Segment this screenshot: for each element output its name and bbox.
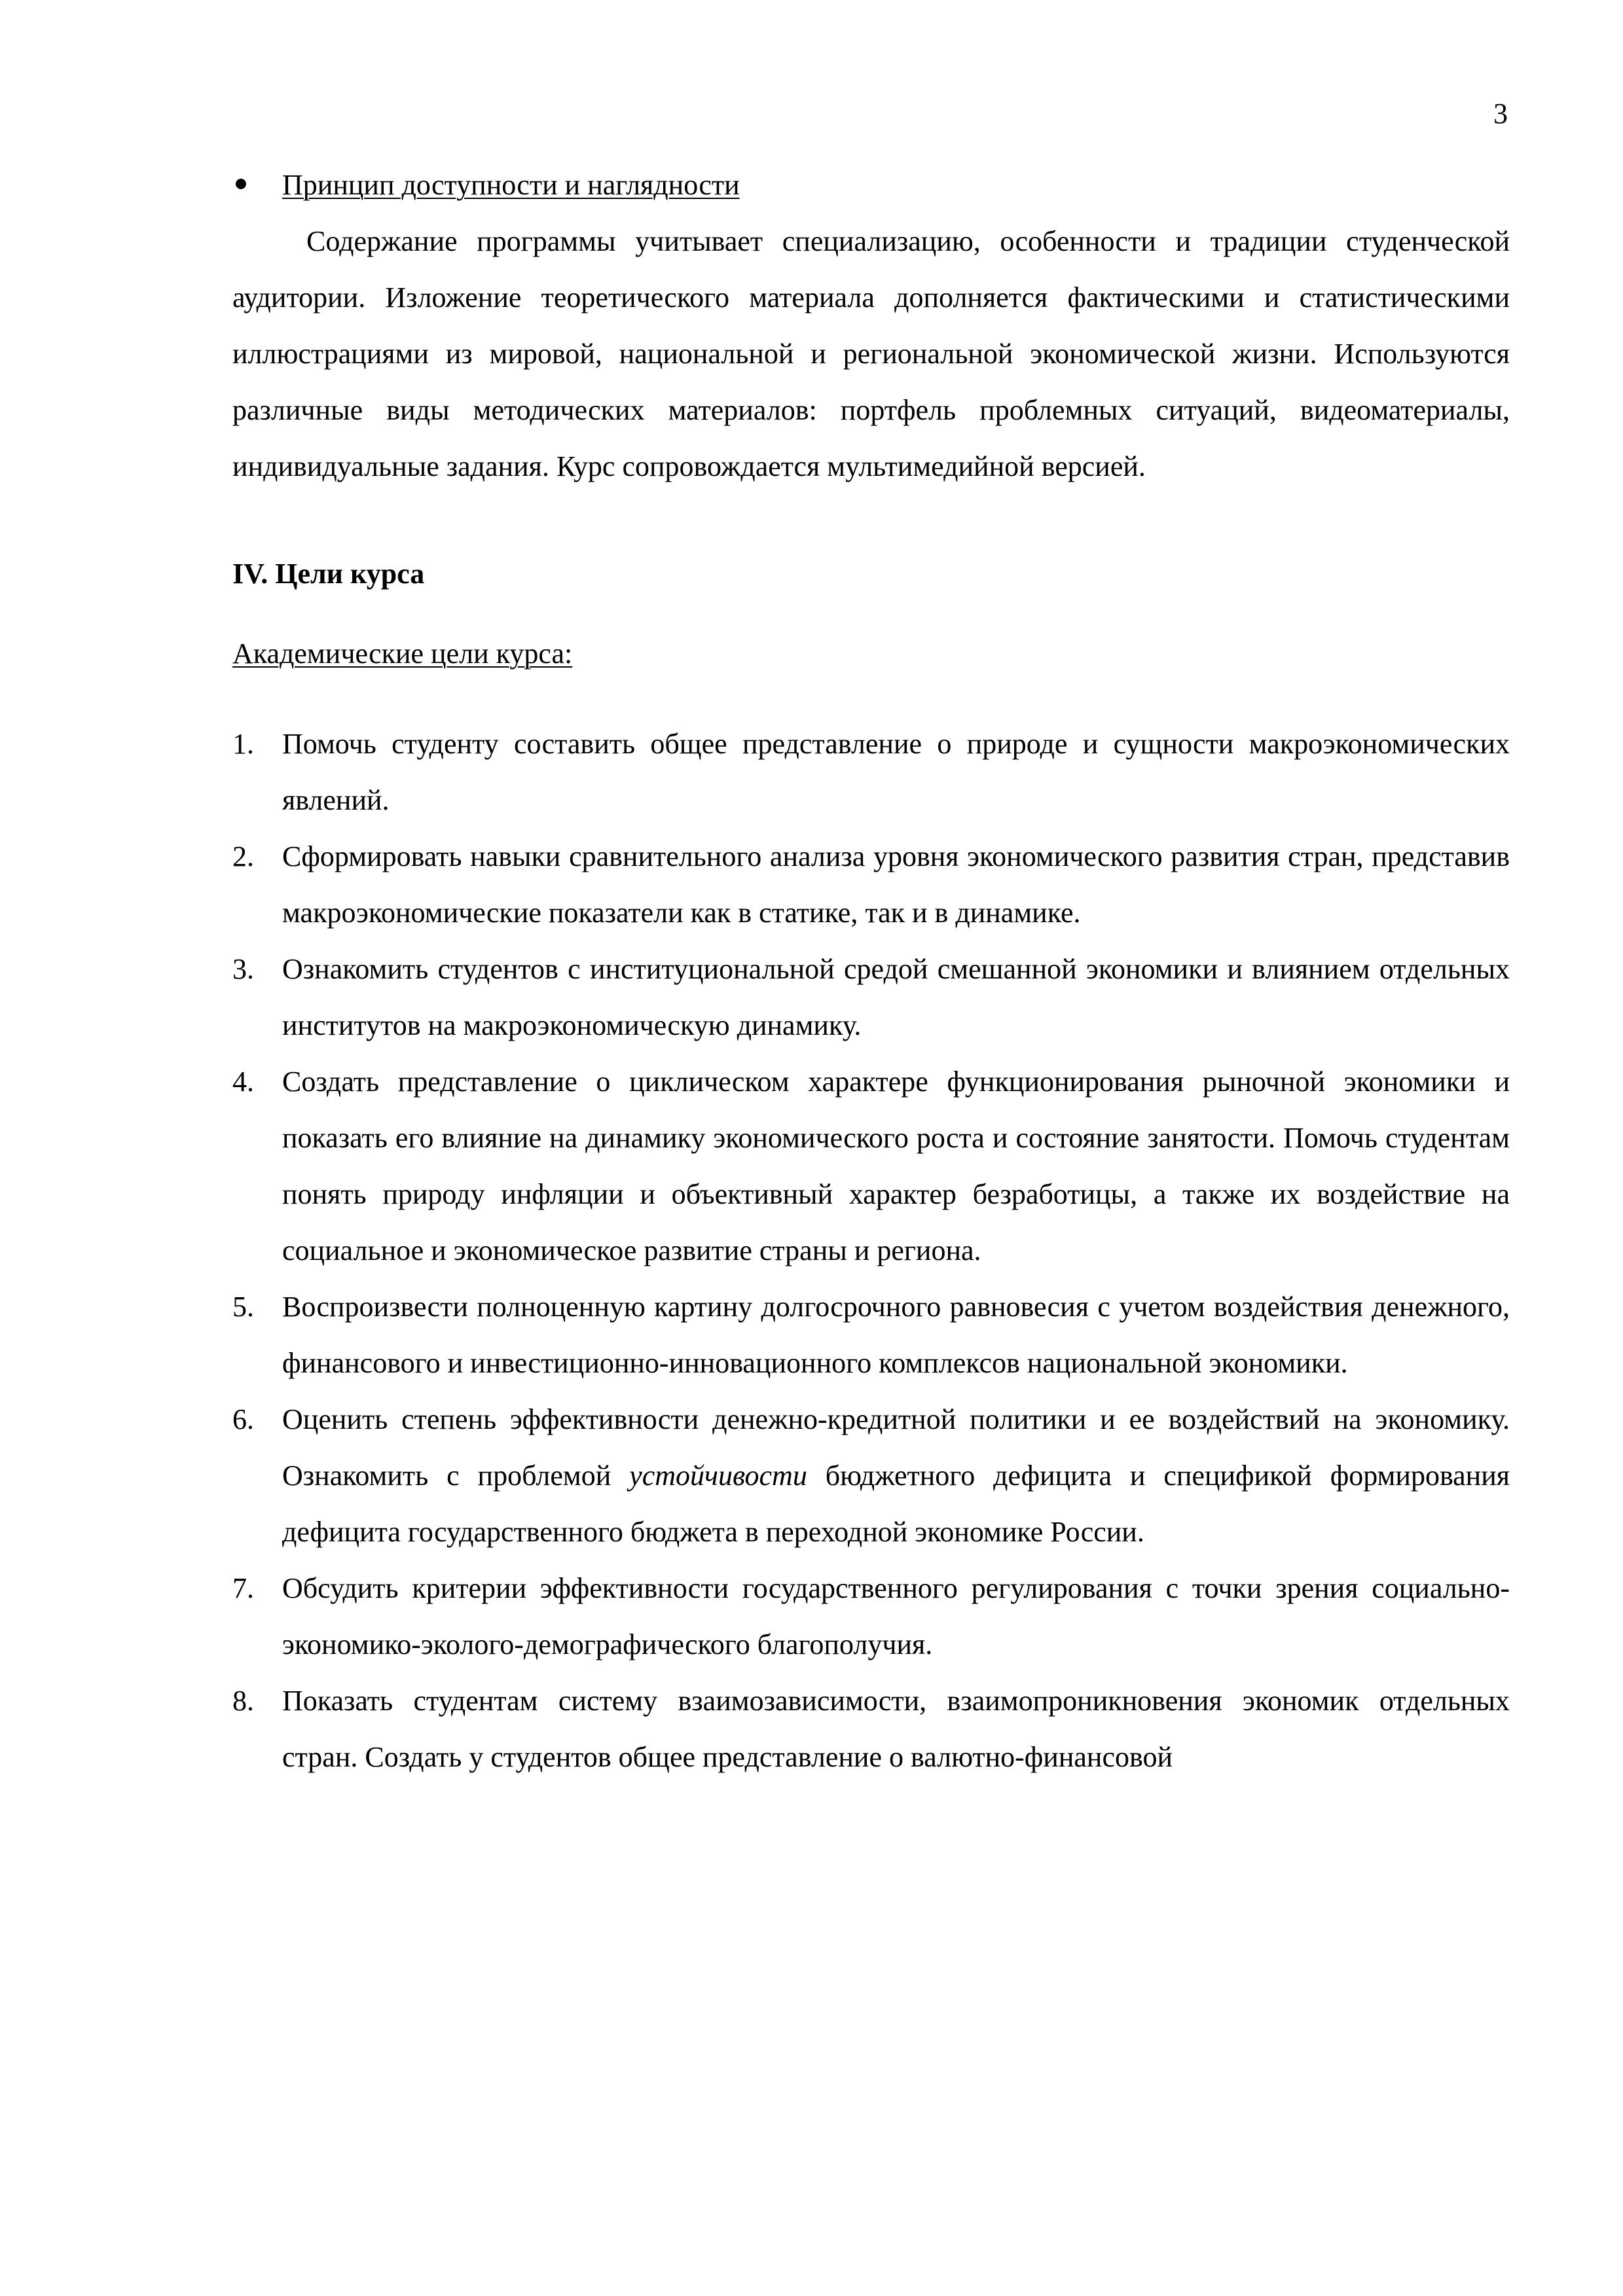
goal-item-6 — [232, 1391, 1510, 1560]
goal-text-after: бюджетного дефицита и спецификой формирования дефицита государственного бюджета в переходной экономике России. — [282, 1460, 1510, 1548]
section-heading: IV. Цели курса — [232, 558, 425, 590]
goal-item-2 — [232, 829, 1510, 941]
goal-number: 5. — [232, 1291, 254, 1323]
goal-number: 3. — [232, 953, 254, 985]
goal-text: Показать студентам систему взаимозависимости, взаимопроникновения экономик отдельных стран. Создать у студентов общее представление о валютно-финансовой — [282, 1685, 1510, 1773]
goal-number: 4. — [232, 1066, 254, 1098]
page-content — [232, 157, 1510, 1785]
goal-number: 8. — [232, 1685, 254, 1717]
goal-text: Помочь студенту составить общее представление о природе и сущности макроэкономических явлений. — [282, 728, 1510, 816]
goal-text: Обсудить критерии эффективности государственного регулирования с точки зрения социально-экономико-эколого-демографического благополучия. — [282, 1572, 1510, 1660]
bullet-dot-icon — [236, 179, 246, 189]
subheading-text: Академические цели курса: — [232, 637, 573, 670]
bullet-text: Принцип доступности и наглядности — [282, 169, 740, 201]
goal-item-5 — [232, 1279, 1510, 1391]
goal-text: Создать представление о циклическом характере функционирования рыночной экономики и показать его влияние на динамику экономического роста и состояние занятости. Помочь студентам понять природу инфляции и объективный характер безработицы, а также их воздействие на социальное и экономическое развитие страны и региона. — [282, 1066, 1510, 1266]
goal-item-4 — [232, 1054, 1510, 1279]
goal-number: 6. — [232, 1403, 254, 1435]
goal-text: Воспроизвести полноценную картину долгосрочного равновесия с учетом воздействия денежного, финансового и инвестиционно-инновационного комплексов национальной экономики. — [282, 1291, 1510, 1379]
intro-paragraph: Содержание программы учитывает специализацию, особенности и традиции студенческой аудитории. Изложение теоретического материала дополняется фактическими и статистическими иллюстрациями из мировой, национальной и региональной экономической жизни. Используются различные виды методических материалов: портфель проблемных ситуаций, видеоматериалы, индивидуальные задания. Курс сопровождается мультимедийной версией. — [232, 225, 1510, 482]
bullet-item — [232, 157, 1510, 213]
goal-text-emphasis: устойчивости — [629, 1460, 807, 1492]
goal-item-7 — [232, 1560, 1510, 1673]
goal-number: 7. — [232, 1572, 254, 1604]
goal-text-before: Оценить степень эффективности денежно-кредитной политики и ее воздействий на экономику. Ознакомить с проблемой — [282, 1403, 1510, 1492]
goal-text: Ознакомить студентов с институциональной средой смешанной экономики и влиянием отдельных институтов на макроэкономическую динамику. — [282, 953, 1510, 1041]
goal-number: 1. — [232, 728, 254, 760]
section-subheading — [232, 626, 1510, 682]
page-number: 3 — [1493, 98, 1508, 130]
goal-item-1 — [232, 716, 1510, 829]
goals-list — [232, 716, 1510, 1785]
goal-item-3 — [232, 941, 1510, 1054]
goal-item-8 — [232, 1673, 1510, 1785]
goal-number: 2. — [232, 840, 254, 872]
goal-text: Сформировать навыки сравнительного анализа уровня экономического развития стран, представив макроэкономические показатели как в статике, так и в динамике. — [282, 840, 1510, 929]
